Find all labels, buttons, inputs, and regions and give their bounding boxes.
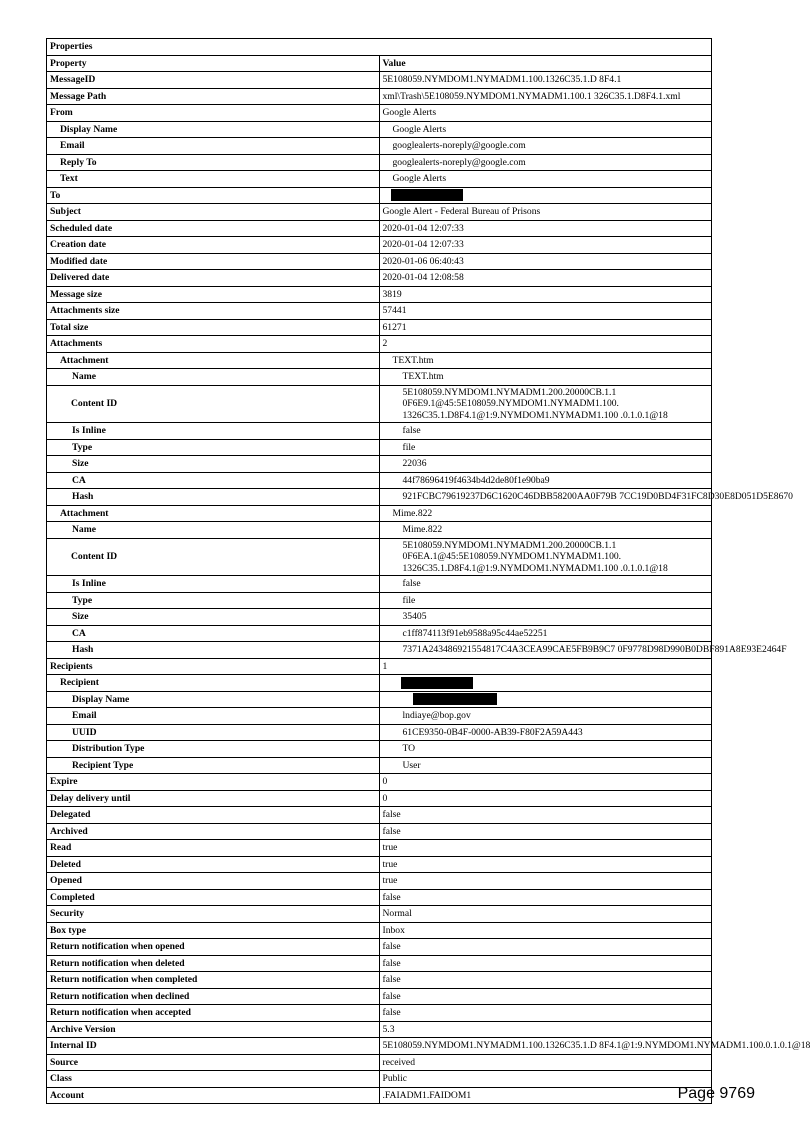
redaction-bar bbox=[391, 189, 463, 201]
table-row bbox=[47, 489, 712, 506]
property-value bbox=[379, 1021, 712, 1038]
value-line: 0F6E9.1@45:5E108059.NYMDOM1.NYMADM1.100. bbox=[402, 398, 619, 409]
table-row bbox=[47, 675, 712, 692]
value-text: 5.3 bbox=[382, 1023, 395, 1035]
property-name: Return notification when deleted bbox=[47, 955, 380, 972]
table-row bbox=[47, 1021, 712, 1038]
property-name: Is Inline bbox=[47, 423, 380, 440]
property-value bbox=[379, 352, 712, 369]
table-row bbox=[47, 423, 712, 440]
value-text: false bbox=[382, 990, 401, 1002]
property-value bbox=[379, 456, 712, 473]
property-value bbox=[379, 88, 712, 105]
property-value bbox=[379, 72, 712, 89]
property-name: Hash bbox=[47, 642, 380, 659]
value-line: 1326C35.1.D8F4.1@1:9.NYMDOM1.NYMADM1.100 .0.1.0.1@18 bbox=[402, 409, 668, 421]
property-value bbox=[379, 538, 712, 576]
value-text: 35405 bbox=[402, 611, 427, 623]
value-text: 0 bbox=[382, 776, 388, 788]
table-row bbox=[47, 154, 712, 171]
property-name: Modified date bbox=[47, 253, 380, 270]
property-name: Archived bbox=[47, 823, 380, 840]
value-text: 44f78696419f4634b4d2de80f1e90ba9 bbox=[402, 474, 550, 486]
table-row bbox=[47, 658, 712, 675]
value-line: 0F6EA.1@45:5E108059.NYMDOM1.NYMADM1.100. bbox=[402, 551, 622, 562]
table-row bbox=[47, 625, 712, 642]
property-value bbox=[379, 592, 712, 609]
property-name: Class bbox=[47, 1071, 380, 1088]
property-value bbox=[379, 955, 712, 972]
property-value bbox=[379, 889, 712, 906]
property-value bbox=[379, 505, 712, 522]
value-text: Google Alerts bbox=[392, 173, 447, 185]
table-row bbox=[47, 319, 712, 336]
table-row bbox=[47, 708, 712, 725]
value-text: Mime.822 bbox=[402, 524, 443, 536]
property-name: Property bbox=[47, 55, 380, 72]
property-name: Attachment bbox=[47, 352, 380, 369]
table-row bbox=[47, 88, 712, 105]
value-text: 2020-01-04 12:07:33 bbox=[382, 222, 464, 234]
property-value bbox=[379, 906, 712, 923]
property-name: Attachments size bbox=[47, 303, 380, 320]
property-name: Subject bbox=[47, 204, 380, 221]
value-text: TO bbox=[402, 743, 416, 755]
table-row bbox=[47, 1005, 712, 1022]
value-text: 2 bbox=[382, 338, 388, 350]
property-value bbox=[379, 741, 712, 758]
property-value bbox=[379, 472, 712, 489]
value-text: true bbox=[382, 858, 398, 870]
value-text: true bbox=[382, 875, 398, 887]
table-row bbox=[47, 456, 712, 473]
property-value bbox=[379, 972, 712, 989]
property-name: Attachment bbox=[47, 505, 380, 522]
property-value bbox=[379, 336, 712, 353]
property-name: Recipient bbox=[47, 675, 380, 692]
property-name: Expire bbox=[47, 774, 380, 791]
table-row bbox=[47, 270, 712, 287]
property-value bbox=[379, 319, 712, 336]
value-text: c1ff874113f91eb9588a95c44ae52251 bbox=[402, 627, 548, 639]
value-text: 2020-01-06 06:40:43 bbox=[382, 255, 464, 267]
property-name: Internal ID bbox=[47, 1038, 380, 1055]
value-text: Google Alert - Federal Bureau of Prisons bbox=[382, 206, 541, 218]
property-name: Is Inline bbox=[47, 576, 380, 593]
value-text: 2020-01-04 12:07:33 bbox=[382, 239, 464, 251]
property-name: Message Path bbox=[47, 88, 380, 105]
value-text: Public bbox=[382, 1073, 408, 1085]
property-value bbox=[379, 171, 712, 188]
property-value bbox=[379, 105, 712, 122]
property-value bbox=[379, 489, 793, 506]
property-value bbox=[379, 724, 712, 741]
table-row bbox=[47, 724, 712, 741]
property-name: Type bbox=[47, 439, 380, 456]
property-name: UUID bbox=[47, 724, 380, 741]
value-text: 61CE9350-0B4F-0000-AB39-F80F2A59A443 bbox=[402, 726, 583, 738]
property-value bbox=[379, 270, 712, 287]
table-row bbox=[47, 171, 712, 188]
property-name: Size bbox=[47, 609, 380, 626]
property-name: Scheduled date bbox=[47, 220, 380, 237]
table-row bbox=[47, 757, 712, 774]
property-value bbox=[379, 1087, 712, 1104]
property-value bbox=[379, 385, 712, 423]
property-name: Return notification when opened bbox=[47, 939, 380, 956]
value-text: true bbox=[382, 842, 398, 854]
property-value bbox=[379, 609, 712, 626]
table-row bbox=[47, 609, 712, 626]
property-value bbox=[379, 253, 712, 270]
property-value bbox=[379, 708, 712, 725]
table-row bbox=[47, 691, 712, 708]
property-value bbox=[379, 55, 712, 72]
value-text: Mime.822 bbox=[392, 507, 433, 519]
table-row bbox=[47, 286, 712, 303]
property-name: Deleted bbox=[47, 856, 380, 873]
property-name: Name bbox=[47, 522, 380, 539]
property-value bbox=[379, 939, 712, 956]
value-text: .FAIADM1.FAIDOM1 bbox=[382, 1089, 472, 1101]
property-value bbox=[379, 303, 712, 320]
table-row bbox=[47, 472, 712, 489]
property-name: Email bbox=[47, 708, 380, 725]
table-row bbox=[47, 774, 712, 791]
redaction-bar bbox=[401, 677, 473, 689]
table-row bbox=[47, 105, 712, 122]
property-name: CA bbox=[47, 472, 380, 489]
value-text: Google Alerts bbox=[392, 123, 447, 135]
table-row bbox=[47, 823, 712, 840]
table-row bbox=[47, 1087, 712, 1104]
property-value bbox=[379, 576, 712, 593]
table-row bbox=[47, 1054, 712, 1071]
redaction-bar bbox=[413, 693, 497, 705]
table-row bbox=[47, 253, 712, 270]
property-value bbox=[379, 121, 712, 138]
property-value bbox=[379, 439, 712, 456]
property-name: Attachments bbox=[47, 336, 380, 353]
property-name: Return notification when accepted bbox=[47, 1005, 380, 1022]
property-value bbox=[379, 642, 787, 659]
table-row bbox=[47, 220, 712, 237]
property-value bbox=[379, 1071, 712, 1088]
table-row bbox=[47, 939, 712, 956]
property-value bbox=[379, 187, 712, 204]
value-text: false bbox=[382, 1007, 401, 1019]
table-row bbox=[47, 741, 712, 758]
property-value bbox=[379, 873, 712, 890]
table-row bbox=[47, 906, 712, 923]
property-name: Hash bbox=[47, 489, 380, 506]
table-row bbox=[47, 237, 712, 254]
table-row bbox=[47, 856, 712, 873]
property-value bbox=[379, 1005, 712, 1022]
property-name: MessageID bbox=[47, 72, 380, 89]
table-row bbox=[47, 336, 712, 353]
value-text: false bbox=[382, 957, 401, 969]
property-name: Read bbox=[47, 840, 380, 857]
value-text: file bbox=[402, 441, 416, 453]
value-text: lndiaye@bop.gov bbox=[402, 710, 471, 722]
table-row bbox=[47, 840, 712, 857]
property-name: Archive Version bbox=[47, 1021, 380, 1038]
value-text: false bbox=[402, 578, 421, 590]
value-text: received bbox=[382, 1056, 415, 1068]
property-value bbox=[379, 138, 712, 155]
property-name: Return notification when declined bbox=[47, 988, 380, 1005]
property-value bbox=[379, 807, 712, 824]
property-name: Delegated bbox=[47, 807, 380, 824]
property-name: Content ID bbox=[47, 385, 380, 423]
property-name: Display Name bbox=[47, 121, 380, 138]
property-name: Distribution Type bbox=[47, 741, 380, 758]
table-row bbox=[47, 352, 712, 369]
property-value bbox=[379, 658, 712, 675]
table-title: Properties bbox=[47, 39, 712, 56]
value-text: xml\Trash\5E108059.NYMDOM1.NYMADM1.100.1 326C35.1.D8F4.1.xml bbox=[382, 90, 681, 102]
value-text: Inbox bbox=[382, 924, 405, 936]
value-text: 5E108059.NYMDOM1.NYMADM1.100.1326C35.1.D 8F4.1 bbox=[382, 74, 622, 86]
property-name: Display Name bbox=[47, 691, 380, 708]
property-value bbox=[379, 369, 712, 386]
value-text: false bbox=[382, 941, 401, 953]
table-row bbox=[47, 369, 712, 386]
property-value bbox=[379, 988, 712, 1005]
property-value bbox=[379, 237, 712, 254]
property-value bbox=[379, 1038, 810, 1055]
table-row bbox=[47, 538, 712, 576]
value-line: 1326C35.1.D8F4.1@1:9.NYMDOM1.NYMADM1.100 .0.1.0.1@18 bbox=[402, 562, 668, 574]
page-number: Page 9769 bbox=[677, 1085, 755, 1102]
property-name: Delivered date bbox=[47, 270, 380, 287]
table-row bbox=[47, 204, 712, 221]
property-name: Total size bbox=[47, 319, 380, 336]
value-text: TEXT.htm bbox=[402, 371, 444, 383]
property-name: Source bbox=[47, 1054, 380, 1071]
value-text: 3819 bbox=[382, 288, 402, 300]
property-name: Text bbox=[47, 171, 380, 188]
property-value bbox=[379, 691, 712, 708]
table-row bbox=[47, 55, 712, 72]
value-text: User bbox=[402, 759, 421, 771]
property-value bbox=[379, 823, 712, 840]
table-row bbox=[47, 1071, 712, 1088]
property-value bbox=[379, 204, 712, 221]
table-row bbox=[47, 807, 712, 824]
property-value bbox=[379, 625, 712, 642]
property-name: Security bbox=[47, 906, 380, 923]
property-name: Box type bbox=[47, 922, 380, 939]
value-text: false bbox=[382, 809, 401, 821]
value-text: 0 bbox=[382, 792, 388, 804]
property-name: Return notification when completed bbox=[47, 972, 380, 989]
table-row bbox=[47, 790, 712, 807]
property-value bbox=[379, 922, 712, 939]
table-row bbox=[47, 439, 712, 456]
table-row bbox=[47, 138, 712, 155]
property-value bbox=[379, 840, 712, 857]
property-value bbox=[379, 423, 712, 440]
property-name: Message size bbox=[47, 286, 380, 303]
property-name: From bbox=[47, 105, 380, 122]
property-name: Completed bbox=[47, 889, 380, 906]
value-text: Value bbox=[382, 57, 406, 69]
property-value bbox=[379, 220, 712, 237]
property-value bbox=[379, 1054, 712, 1071]
value-text: 921FCBC79619237D6C1620C46DBB58200AA0F79B 7CC19D0BD4F31FC8D30E8D051D5E8670 bbox=[402, 491, 793, 503]
property-value bbox=[379, 286, 712, 303]
value-text: googlealerts-noreply@google.com bbox=[392, 156, 526, 168]
property-name: Reply To bbox=[47, 154, 380, 171]
value-text: false bbox=[382, 825, 401, 837]
table-row bbox=[47, 303, 712, 320]
value-text: 5E108059.NYMDOM1.NYMADM1.100.1326C35.1.D 8F4.1@1:9.NYMDOM1.NYMADM1.100.0.1.0.1@18 bbox=[382, 1040, 810, 1052]
table-row bbox=[47, 385, 712, 423]
table-row bbox=[47, 522, 712, 539]
value-text: file bbox=[402, 594, 416, 606]
property-name: Account bbox=[47, 1087, 380, 1104]
property-value bbox=[379, 522, 712, 539]
value-text: 22036 bbox=[402, 458, 427, 470]
property-value bbox=[379, 790, 712, 807]
value-text: 61271 bbox=[382, 321, 407, 333]
table-row bbox=[47, 72, 712, 89]
value-text: false bbox=[382, 974, 401, 986]
property-name: Creation date bbox=[47, 237, 380, 254]
table-row bbox=[47, 889, 712, 906]
property-name: Size bbox=[47, 456, 380, 473]
value-text: googlealerts-noreply@google.com bbox=[392, 140, 526, 152]
property-name: Recipient Type bbox=[47, 757, 380, 774]
property-name: Email bbox=[47, 138, 380, 155]
table-row bbox=[47, 187, 712, 204]
property-name: Type bbox=[47, 592, 380, 609]
value-text: 7371A243486921554817C4A3CEA99CAE5FB9B9C7 0F9778D98D990B0DBF891A8E93E2464F bbox=[402, 644, 787, 656]
property-name: Opened bbox=[47, 873, 380, 890]
property-name: Delay delivery until bbox=[47, 790, 380, 807]
table-row bbox=[47, 592, 712, 609]
table-row bbox=[47, 972, 712, 989]
value-text: Normal bbox=[382, 908, 412, 920]
table-row bbox=[47, 1038, 712, 1055]
property-name: Content ID bbox=[47, 538, 380, 576]
table-row bbox=[47, 988, 712, 1005]
property-value bbox=[379, 856, 712, 873]
property-name: CA bbox=[47, 625, 380, 642]
table-row bbox=[47, 922, 712, 939]
value-line: 5E108059.NYMDOM1.NYMADM1.200.20000CB.1.1 bbox=[402, 386, 617, 398]
property-value bbox=[379, 757, 712, 774]
value-text: Google Alerts bbox=[382, 107, 437, 119]
table-row bbox=[47, 505, 712, 522]
property-value bbox=[379, 675, 712, 692]
table-row bbox=[47, 955, 712, 972]
property-name: Recipients bbox=[47, 658, 380, 675]
table-row bbox=[47, 873, 712, 890]
value-text: 57441 bbox=[382, 305, 407, 317]
value-text: false bbox=[402, 425, 421, 437]
property-value bbox=[379, 154, 712, 171]
table-title-row bbox=[47, 39, 712, 56]
table-row bbox=[47, 642, 712, 659]
property-value bbox=[379, 774, 712, 791]
property-name: To bbox=[47, 187, 380, 204]
table-row bbox=[47, 576, 712, 593]
table-row bbox=[47, 121, 712, 138]
value-line: 5E108059.NYMDOM1.NYMADM1.200.20000CB.1.1 bbox=[402, 539, 617, 551]
value-text: 2020-01-04 12:08:58 bbox=[382, 272, 464, 284]
value-text: 1 bbox=[382, 660, 388, 672]
property-name: Name bbox=[47, 369, 380, 386]
value-text: false bbox=[382, 891, 401, 903]
value-text: TEXT.htm bbox=[392, 354, 434, 366]
